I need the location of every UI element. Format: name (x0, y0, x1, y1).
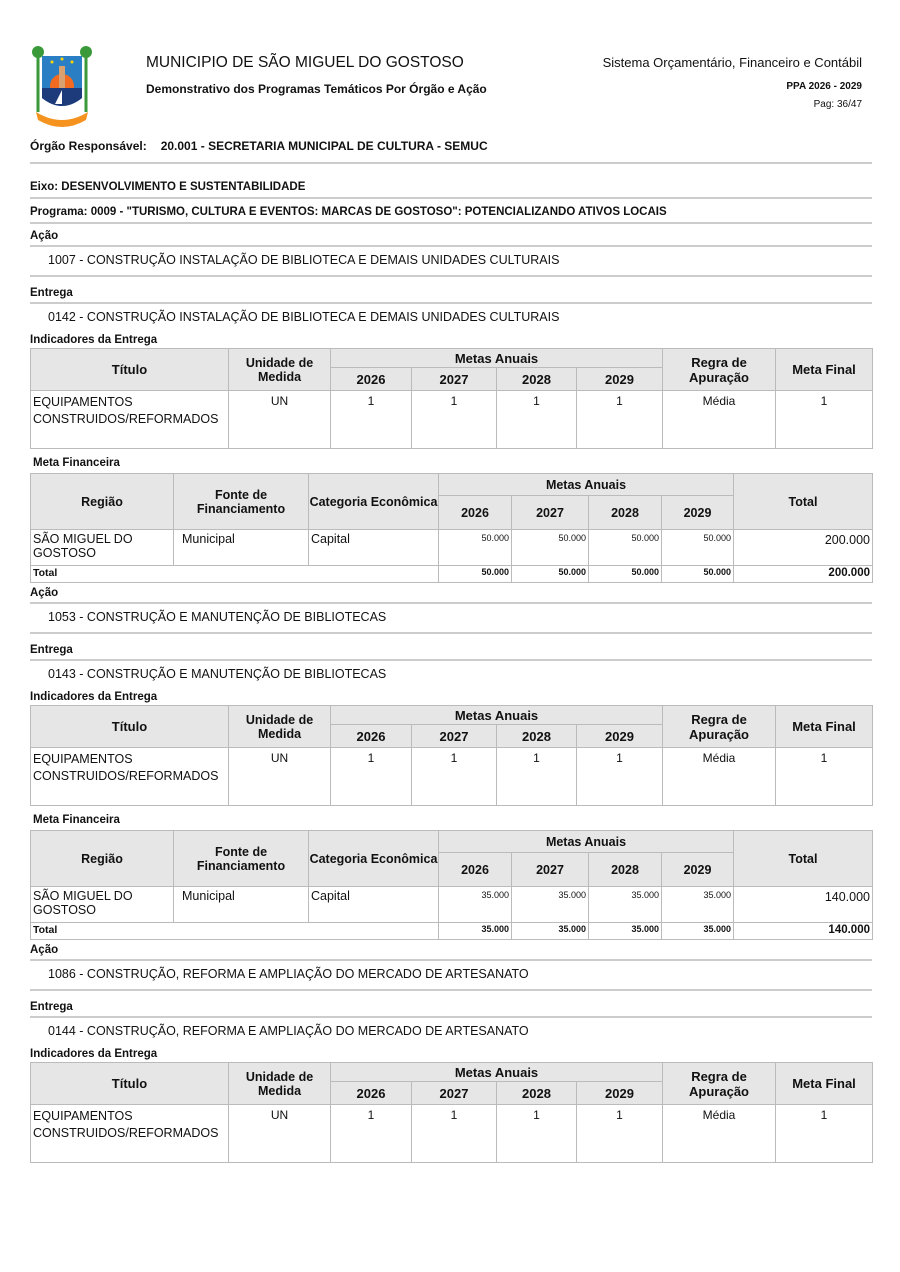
indicador-meta: 1 (497, 1105, 577, 1163)
indicador-meta: 1 (331, 391, 412, 449)
meta-valor-cell: 35.000 (589, 887, 662, 923)
indicador-meta-final: 1 (776, 391, 873, 449)
report-content (30, 180, 872, 1167)
entrega-value: 0144 - CONSTRUÇÃO, REFORMA E AMPLIAÇÃO DO MERCADO DE ARTESANATO (48, 1024, 529, 1038)
table-row (31, 887, 873, 923)
divider (30, 162, 872, 164)
indicador-titulo: EQUIPAMENTOS CONSTRUIDOS/REFORMADOS (31, 391, 229, 449)
indicador-titulo: EQUIPAMENTOS CONSTRUIDOS/REFORMADOS (31, 1105, 229, 1163)
total-year-cell: 35.000 (512, 923, 589, 940)
total-year-cell: 35.000 (662, 923, 734, 940)
entrega-value: 0143 - CONSTRUÇÃO E MANUTENÇÃO DE BIBLIOTECAS (48, 667, 387, 681)
indicador-unidade: UN (229, 391, 331, 449)
indicador-meta: 1 (577, 1105, 663, 1163)
header-regiao: Região (31, 474, 174, 530)
header-fonte: Fonte de Financiamento (174, 474, 309, 530)
header-year: 2028 (589, 496, 662, 530)
table-row (31, 530, 873, 566)
header-year: 2029 (577, 368, 663, 391)
header-unidade: Unidade de Medida (229, 1063, 331, 1105)
acao-label: Ação (30, 587, 872, 604)
meta-valor-cell: 35.000 (662, 887, 734, 923)
orgao-label: Órgão Responsável: (30, 139, 147, 153)
regiao-cell: SÃO MIGUEL DO GOSTOSO (31, 887, 174, 923)
indicador-meta: 1 (577, 748, 663, 806)
header-unidade: Unidade de Medida (229, 706, 331, 748)
table-row (31, 1105, 873, 1163)
meta-valor-cell: 35.000 (439, 887, 512, 923)
header-year: 2027 (512, 853, 589, 887)
acao-block (30, 587, 872, 940)
header-metas-anuais: Metas Anuais (331, 349, 663, 368)
indicador-meta: 1 (577, 391, 663, 449)
header-categoria: Categoria Econômica (309, 831, 439, 887)
indicador-unidade: UN (229, 748, 331, 806)
indicador-meta: 1 (412, 748, 497, 806)
indicador-unidade: UN (229, 1105, 331, 1163)
total-label: Total (31, 923, 439, 940)
indicadores-label: Indicadores da Entrega (30, 1048, 158, 1060)
report-title: Demonstrativo dos Programas Temáticos Por Órgão e Ação (146, 82, 487, 96)
fonte-cell: Municipal (174, 530, 309, 566)
total-year-cell: 35.000 (589, 923, 662, 940)
header-year: 2026 (331, 1082, 412, 1105)
total-cell: 140.000 (734, 887, 873, 923)
header-year: 2026 (439, 853, 512, 887)
total-year-cell: 50.000 (439, 566, 512, 583)
header-year: 2026 (439, 496, 512, 530)
municipality-name: MUNICIPIO DE SÃO MIGUEL DO GOSTOSO (146, 54, 464, 71)
header-regiao: Região (31, 831, 174, 887)
header-metas-anuais: Metas Anuais (439, 474, 734, 496)
entrega-label: Entrega (30, 644, 872, 661)
indicadores-table (30, 1062, 873, 1163)
indicadores-table (30, 348, 873, 449)
indicador-regra: Média (663, 748, 776, 806)
entrega-label: Entrega (30, 1001, 872, 1018)
indicador-meta: 1 (412, 391, 497, 449)
header-year: 2028 (497, 1082, 577, 1105)
header-year: 2026 (331, 368, 412, 391)
header-metas-anuais: Metas Anuais (331, 1063, 663, 1082)
header-year: 2029 (662, 853, 734, 887)
ppa-period: PPA 2026 - 2029 (786, 81, 862, 92)
acao-value: 1053 - CONSTRUÇÃO E MANUTENÇÃO DE BIBLIOTECAS (30, 604, 872, 634)
header-metas-anuais: Metas Anuais (439, 831, 734, 853)
meta-valor-cell: 50.000 (512, 530, 589, 566)
acao-value: 1086 - CONSTRUÇÃO, REFORMA E AMPLIAÇÃO DO MERCADO DE ARTESANATO (30, 961, 872, 991)
meta-financeira-label: Meta Financeira (33, 814, 120, 826)
entrega-label: Entrega (30, 287, 872, 304)
acao-block (30, 230, 872, 583)
header-year: 2029 (577, 1082, 663, 1105)
header-titulo: Título (31, 1063, 229, 1105)
header-year: 2028 (497, 725, 577, 748)
meta-financeira-table (30, 830, 873, 940)
meta-valor-cell: 50.000 (439, 530, 512, 566)
indicador-meta: 1 (331, 1105, 412, 1163)
header-meta-final: Meta Final (776, 1063, 873, 1105)
orgao-value: 20.001 - SECRETARIA MUNICIPAL DE CULTURA - SEMUC (160, 139, 488, 153)
header-total: Total (734, 474, 873, 530)
meta-valor-cell: 35.000 (512, 887, 589, 923)
header-year: 2027 (412, 725, 497, 748)
indicador-meta: 1 (412, 1105, 497, 1163)
acao-label: Ação (30, 944, 872, 961)
total-year-cell: 50.000 (662, 566, 734, 583)
header-metas-anuais: Metas Anuais (331, 706, 663, 725)
header-regra: Regra de Apuração (663, 349, 776, 391)
indicador-regra: Média (663, 1105, 776, 1163)
header-year: 2027 (412, 1082, 497, 1105)
total-geral-cell: 140.000 (734, 923, 873, 940)
eixo-heading: Eixo: DESENVOLVIMENTO E SUSTENTABILIDADE (30, 180, 872, 199)
header-regra: Regra de Apuração (663, 706, 776, 748)
meta-valor-cell: 50.000 (662, 530, 734, 566)
indicador-regra: Média (663, 391, 776, 449)
categoria-cell: Capital (309, 887, 439, 923)
total-label: Total (31, 566, 439, 583)
total-year-cell: 50.000 (589, 566, 662, 583)
fonte-cell: Municipal (174, 887, 309, 923)
header-categoria: Categoria Econômica (309, 474, 439, 530)
header-total: Total (734, 831, 873, 887)
indicadores-label: Indicadores da Entrega (30, 334, 158, 346)
table-row (31, 391, 873, 449)
indicadores-table (30, 705, 873, 806)
meta-valor-cell: 50.000 (589, 530, 662, 566)
header-titulo: Título (31, 349, 229, 391)
indicador-meta-final: 1 (776, 1105, 873, 1163)
indicador-meta-final: 1 (776, 748, 873, 806)
header-year: 2029 (577, 725, 663, 748)
regiao-cell: SÃO MIGUEL DO GOSTOSO (31, 530, 174, 566)
system-name: Sistema Orçamentário, Financeiro e Contábil (602, 55, 862, 70)
acao-value: 1007 - CONSTRUÇÃO INSTALAÇÃO DE BIBLIOTECA E DEMAIS UNIDADES CULTURAIS (30, 247, 872, 277)
acoes-list (30, 230, 872, 1163)
entrega-value: 0142 - CONSTRUÇÃO INSTALAÇÃO DE BIBLIOTECA E DEMAIS UNIDADES CULTURAIS (48, 310, 560, 324)
header-fonte: Fonte de Financiamento (174, 831, 309, 887)
indicador-meta: 1 (331, 748, 412, 806)
indicador-titulo: EQUIPAMENTOS CONSTRUIDOS/REFORMADOS (31, 748, 229, 806)
total-row (31, 923, 873, 940)
indicador-meta: 1 (497, 391, 577, 449)
acao-label: Ação (30, 230, 872, 247)
total-cell: 200.000 (734, 530, 873, 566)
meta-financeira-table (30, 473, 873, 583)
header-meta-final: Meta Final (776, 349, 873, 391)
indicador-meta: 1 (497, 748, 577, 806)
header-year: 2028 (589, 853, 662, 887)
categoria-cell: Capital (309, 530, 439, 566)
header-year: 2029 (662, 496, 734, 530)
orgao-responsavel (30, 139, 488, 153)
total-geral-cell: 200.000 (734, 566, 873, 583)
page-number: Pag: 36/47 (813, 99, 862, 110)
municipal-coat-of-arms-logo (30, 42, 94, 130)
table-row (31, 748, 873, 806)
total-year-cell: 35.000 (439, 923, 512, 940)
header-titulo: Título (31, 706, 229, 748)
header-year: 2028 (497, 368, 577, 391)
header-year: 2027 (512, 496, 589, 530)
total-row (31, 566, 873, 583)
acao-block (30, 944, 872, 1163)
header-unidade: Unidade de Medida (229, 349, 331, 391)
total-year-cell: 50.000 (512, 566, 589, 583)
header-year: 2027 (412, 368, 497, 391)
header-year: 2026 (331, 725, 412, 748)
programa-heading: Programa: 0009 - "TURISMO, CULTURA E EVENTOS: MARCAS DE GOSTOSO": POTENCIALIZANDO ATIVOS LOCAIS (30, 205, 872, 224)
header-meta-final: Meta Final (776, 706, 873, 748)
indicadores-label: Indicadores da Entrega (30, 691, 158, 703)
header-regra: Regra de Apuração (663, 1063, 776, 1105)
meta-financeira-label: Meta Financeira (33, 457, 120, 469)
